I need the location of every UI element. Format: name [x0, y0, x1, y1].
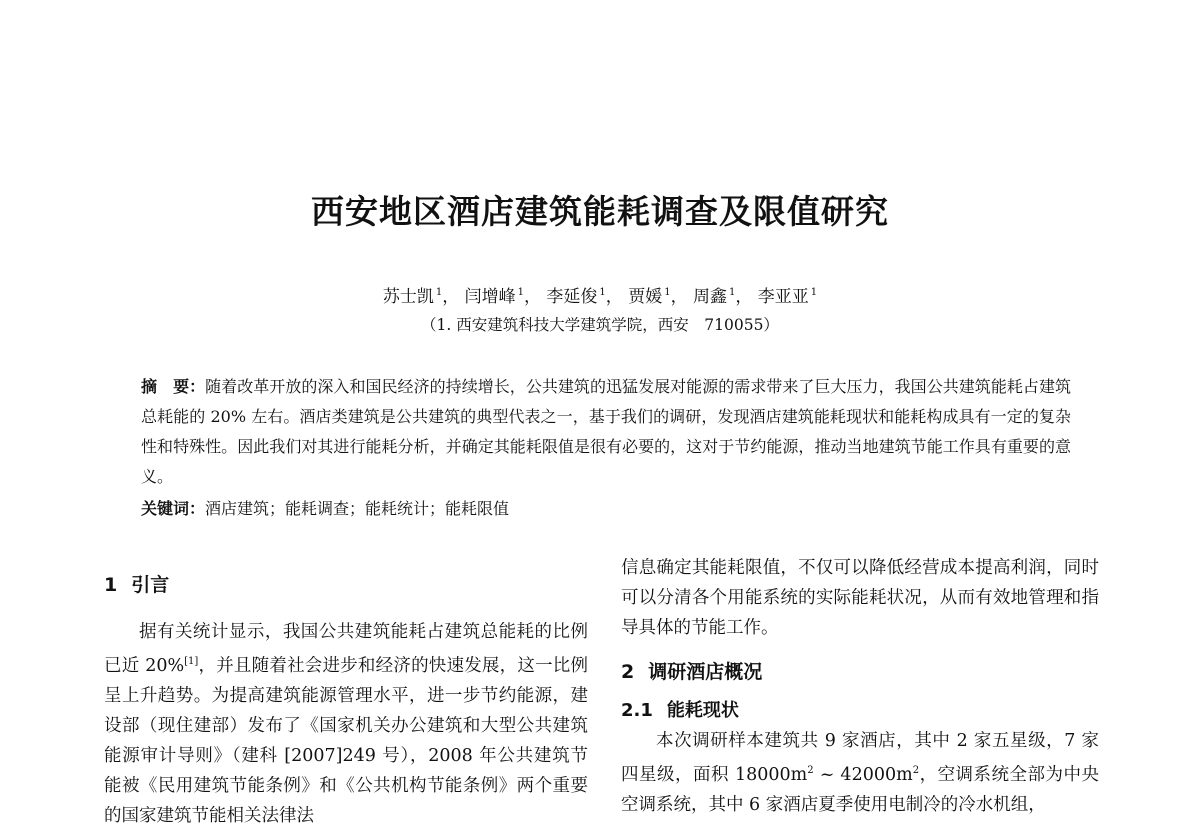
abstract: [141, 372, 1071, 492]
author-list: [0, 282, 1200, 307]
author: 李亚亚 $^1$: [757, 287, 818, 307]
keywords-label: 关键词：: [141, 499, 206, 518]
abstract-text: 随着改革开放的深入和国民经济的持续增长，公共建筑的迅猛发展对能源的需求带来了巨大压力，我国公共建筑能耗占建筑总耗能的 20% 左右。酒店类建筑是公共建筑的典型代表之一，基于我们的调研，发现酒店建筑能耗现状和能耗构成具有一定的复杂性和特殊性。因此我们对其进行能耗分析，并确定其能耗限值是很有必要的，这对于节约能源，推动当地建筑节能工作具有重要的意义。: [141, 377, 1071, 486]
keywords-text: 酒店建筑；能耗调查；能耗统计；能耗限值: [205, 499, 510, 518]
author: 周鑫 $^1$，: [692, 287, 753, 307]
right-column: [621, 553, 1099, 820]
subsection-heading: 2.1 能耗现状: [621, 700, 739, 721]
author: 闫增峰 $^1$，: [464, 287, 542, 307]
survey-paragraph: 本次调研样本建筑共 9 家酒店，其中 2 家五星级，7 家四星级，面积 $18000m^2$ ~ $42000m^2$，空调系统全部为中央空调系统，其中 6 家酒店夏季使用电制冷的冷水机组，: [621, 731, 1100, 815]
paper-title: 西安地区酒店建筑能耗调查及限值研究: [311, 192, 889, 231]
author: 李延俊 $^1$，: [546, 287, 623, 307]
author: 苏士凯 $^1$，: [382, 287, 460, 307]
citation: [1]: [184, 656, 199, 667]
section-heading: 2 调研酒店概况: [621, 661, 763, 683]
abstract-label: 摘 要：: [141, 377, 206, 396]
author: 贾媛 $^1$，: [628, 287, 688, 307]
affiliation: （1. 西安建筑科技大学建筑学院，西安 710055）: [421, 316, 779, 334]
keywords: [141, 496, 1071, 519]
section-heading: 1 引言: [104, 574, 170, 596]
intro-paragraph: 据有关统计显示，我国公共建筑能耗占建筑总能耗的比例已近 20%[1]，并且随着社会进步和经济的快速发展，这一比例呈上升趋势。为提高建筑能源管理水平，进一步节约能源，建设部（现住建部）发布了《国家机关办公建筑和大型公共建筑能源审计导则》（建科 [2007]249 号），2008 年公共建筑节能被《民用建筑节能条例》和《公共机构节能条例》两个重要的国家建筑节能相关法律法: [104, 622, 588, 826]
continued-paragraph: 信息确定其能耗限值，不仅可以降低经营成本提高利润，同时可以分清各个用能系统的实际能耗状况，从而有效地管理和指导具体的节能工作。: [621, 558, 1099, 638]
left-column: [104, 570, 588, 831]
